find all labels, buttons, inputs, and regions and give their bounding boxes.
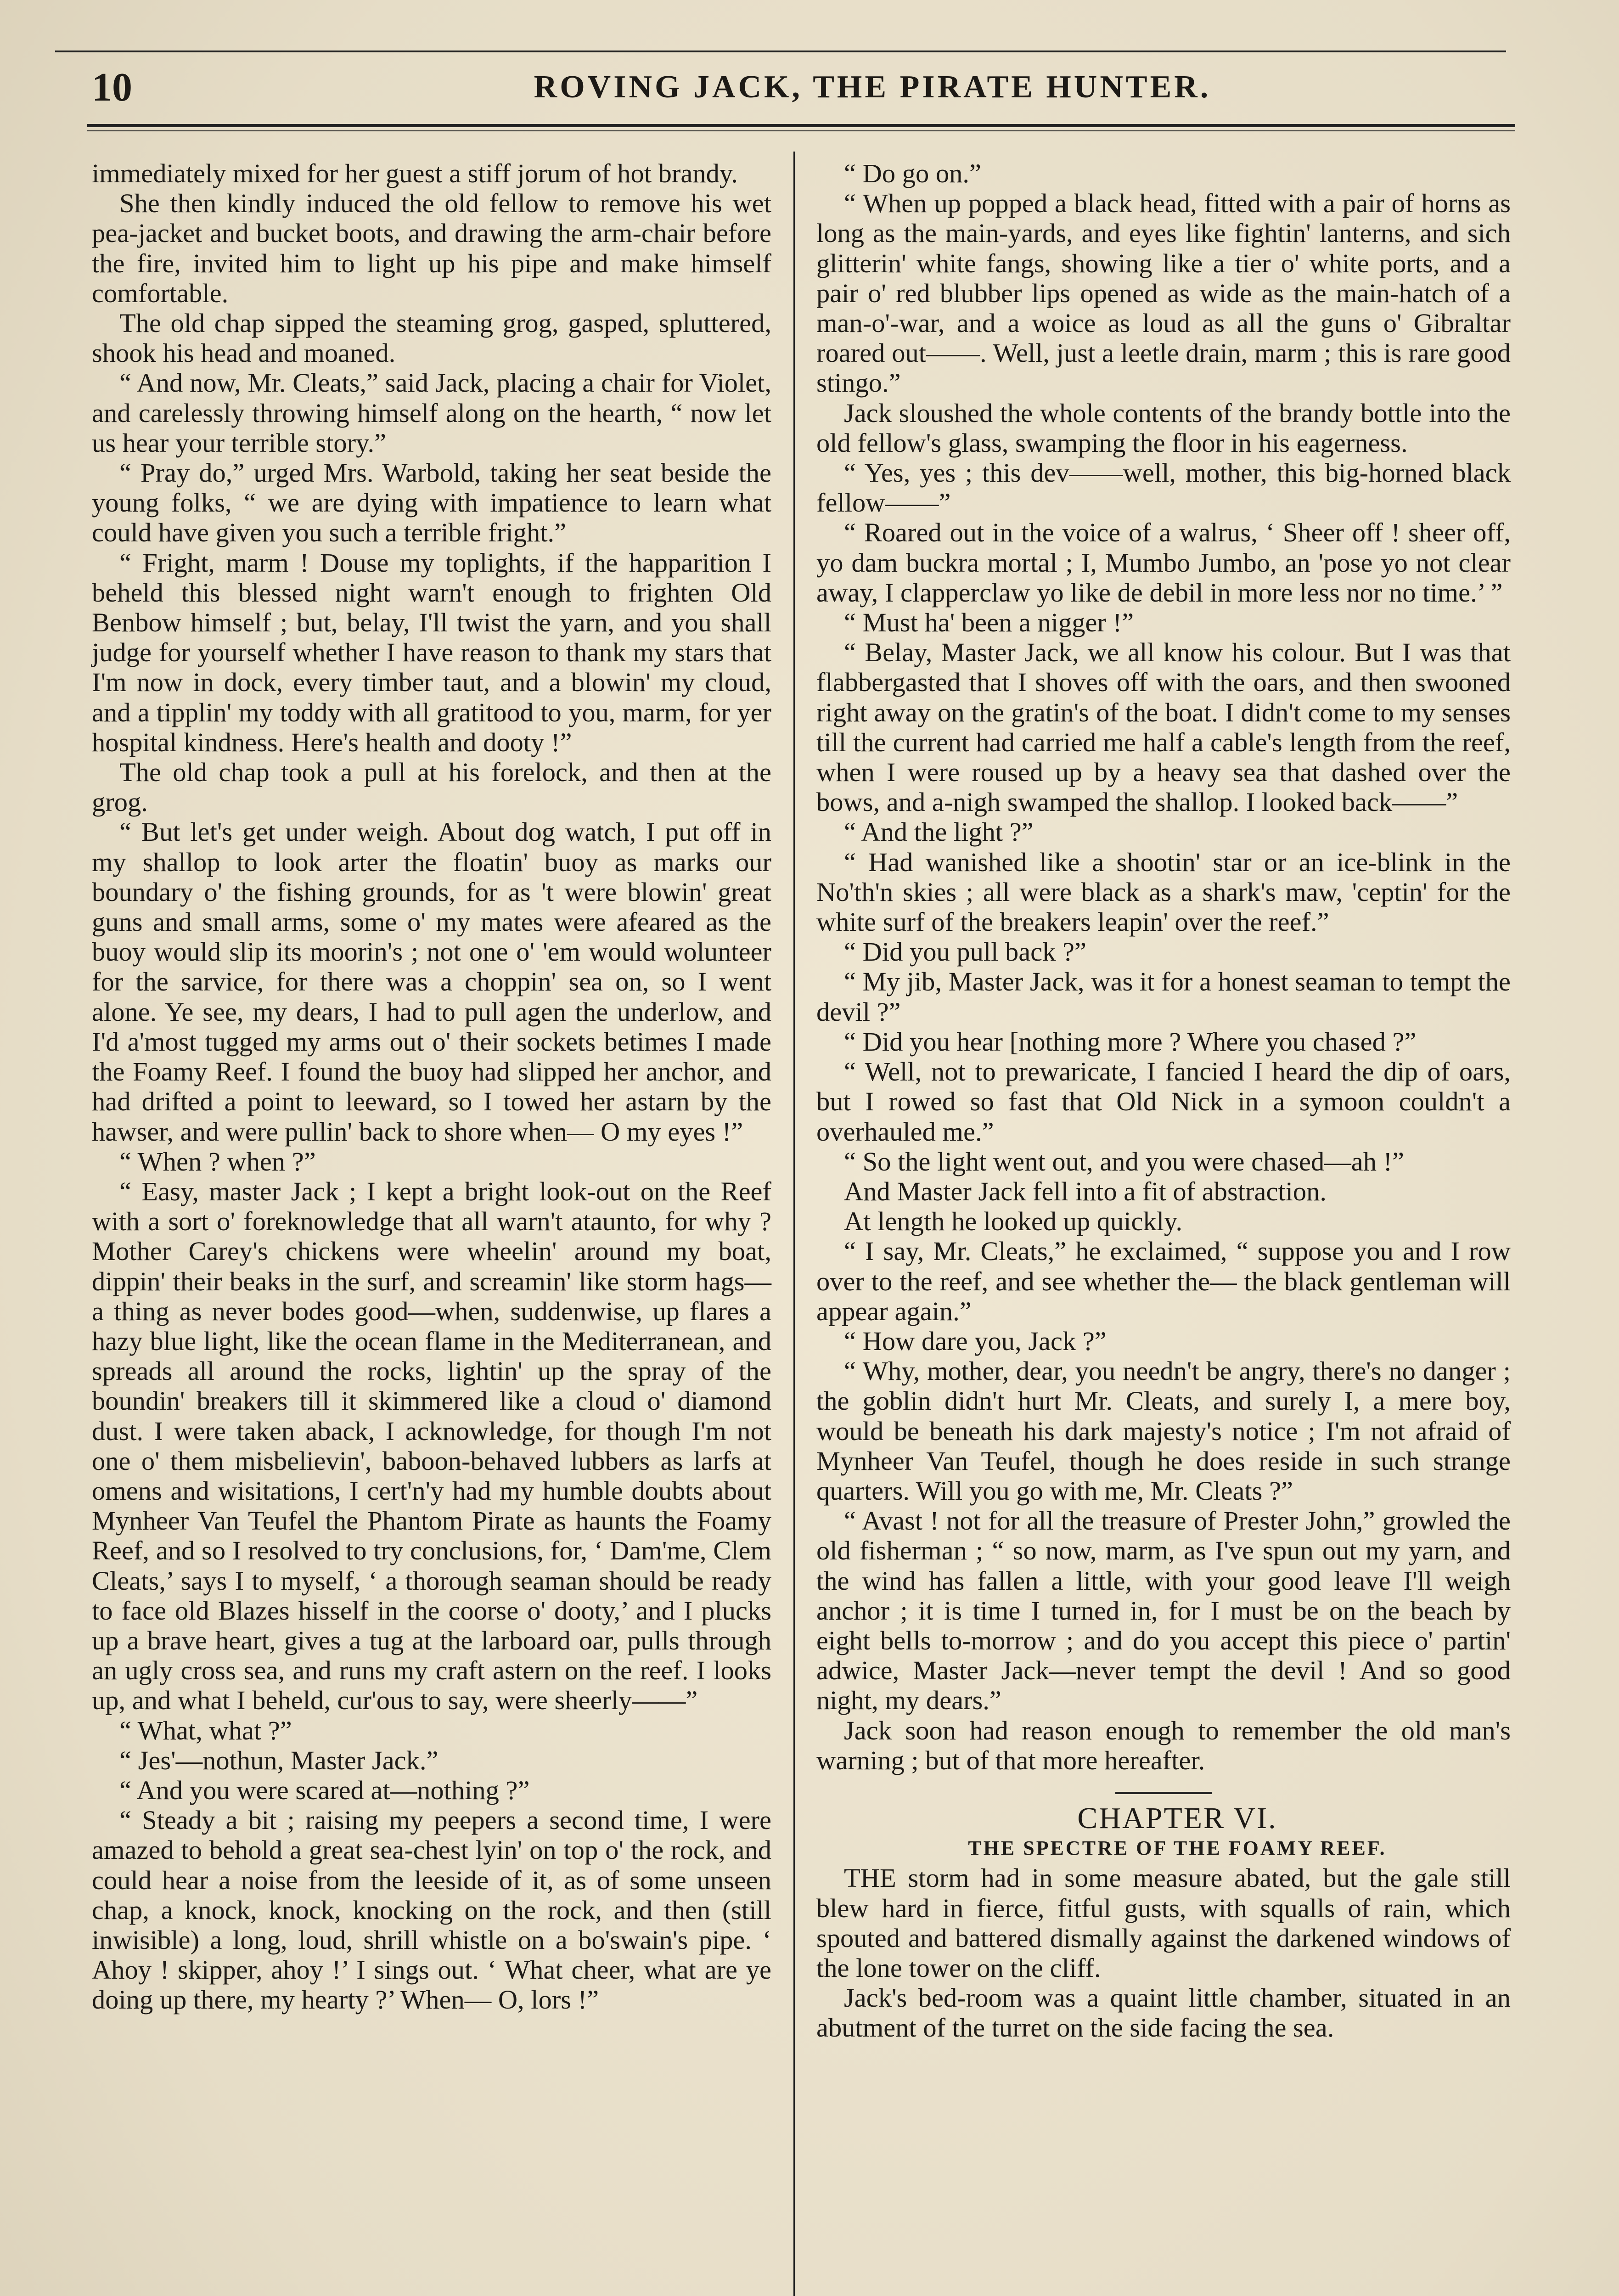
left-column <box>92 158 771 2015</box>
paragraph: “ Jes'—nothun, Master Jack.” <box>119 1745 438 1775</box>
paragraph: “ Had wanished like a shootin' star or an ice-blink in the No'th'n skies ; all were black as a shark's maw, 'ceptin' for the white surf of the breakers leapin' over the reef.” <box>816 847 1511 937</box>
paragraph: At length he looked up quickly. <box>844 1206 1183 1237</box>
paragraph: “ Why, mother, dear, you needn't be angry, there's no danger ; the goblin didn't hurt Mr. Cleats, and surely I, a mere boy, would be beneath his dark majesty's notice ; I'm not afraid of Mynheer Van Teufel, though he does reside in such strange quarters. Will you go with me, Mr. Cleats ?” <box>816 1356 1511 1506</box>
paragraph: “ What, what ?” <box>119 1715 292 1745</box>
paragraph: “ But let's get under weigh. About dog watch, I put off in my shallop to look arter the floatin' buoy as marks our boundary o' the fishing grounds, for as 't were blowin' great guns and small arms, some o' my mates were afeared as the buoy would slip its moorin's ; not one o' 'em would wolunteer for the sarvice, for there was a choppin' sea on, so I went alone. Ye see, my dears, I had to pull agen the underlow, and I'd a'most tugged my arms out o' their sockets betimes I made the Foamy Reef. I found the buoy had slipped her anchor, and had drifted a point to leeward, so I towed her astarn by the hawser, and were pullin' back to shore when— O my eyes !” <box>92 817 771 1147</box>
paragraph: “ Steady a bit ; raising my peepers a second time, I were amazed to behold a great sea-chest lyin' on top o' the rock, and could hear a noise from the leeside of it, as of some unseen chap, a knock, knock, knocking on the rock, and then (still inwisible) a long, loud, shrill whistle on a bo'swain's pipe. ‘ Ahoy ! skipper, ahoy !’ I sings out. ‘ What cheer, what are ye doing up there, my hearty ?’ When— O, lors !” <box>92 1805 771 2015</box>
paragraph: The old chap sipped the steaming grog, gasped, spluttered, shook his head and moaned. <box>92 308 771 368</box>
page-number: 10 <box>92 65 132 110</box>
right-column-body <box>816 158 1511 1775</box>
chapter-subtitle: THE SPECTRE OF THE FOAMY REEF. <box>968 1837 1387 1860</box>
running-title: ROVING JACK, THE PIRATE HUNTER. <box>534 69 1211 105</box>
paragraph: “ Well, not to prewaricate, I fancied I heard the dip of oars, but I rowed so fast that Old Nick in a symoon couldn't a overhauled me.” <box>816 1057 1511 1147</box>
paragraph: “ And you were scared at—nothing ?” <box>119 1775 530 1805</box>
paragraph: immediately mixed for her guest a stiff jorum of hot brandy. <box>92 158 738 188</box>
paragraph: Jack sloushed the whole contents of the brandy bottle into the old fellow's glass, swamping the floor in his eagerness. <box>816 398 1511 458</box>
paragraph: “ And now, Mr. Cleats,” said Jack, placing a chair for Violet, and carelessly throwing himself along on the hearth, “ now let us hear your terrible story.” <box>92 368 771 458</box>
paragraph: “ I say, Mr. Cleats,” he exclaimed, “ suppose you and I row over to the reef, and see whether the— the black gentleman will appear again.” <box>816 1236 1511 1326</box>
paragraph: Jack soon had reason enough to remember the old man's warning ; but of that more hereafter. <box>816 1715 1511 1775</box>
paragraph: The old chap took a pull at his forelock, and then at the grog. <box>92 757 771 817</box>
chapter-title: CHAPTER VI. <box>1077 1801 1277 1835</box>
top-border-rule <box>55 51 1506 52</box>
paragraph: THE storm had in some measure abated, but the gale still blew hard in fierce, fitful gusts, with squalls of rain, which spouted and battered dismally against the darkened windows of the lone tower on the cliff. <box>816 1863 1511 1983</box>
paragraph: And Master Jack fell into a fit of abstraction. <box>844 1176 1327 1206</box>
paragraph: “ Do go on.” <box>844 158 981 188</box>
paragraph: “ My jib, Master Jack, was it for a honest seaman to tempt the devil ?” <box>816 967 1511 1027</box>
header-rule-thin <box>87 130 1515 131</box>
paragraph: “ How dare you, Jack ?” <box>844 1326 1107 1356</box>
header-rule-thick <box>87 124 1515 127</box>
paragraph: “ Fright, marm ! Douse my toplights, if the happarition I beheld this blessed night warn't enough to frighten Old Benbow himself ; but, belay, I'll twist the yarn, and you shall judge for yourself whether I have reason to thank my stars that I'm now in dock, every timber taut, and a blowin' my cloud, and a tipplin' my toddy with all gratitood to you, marm, for yer hospital kindness. Here's health and dooty !” <box>92 547 771 757</box>
column-divider <box>793 152 795 2296</box>
paragraph: “ Avast ! not for all the treasure of Prester John,” growled the old fisherman ; “ so now, marm, as I've spun out my yarn, and the wind has fallen a little, with your good leave I'll weigh anchor ; it is time I turned in, for I must be on the beach by eight bells to-morrow ; and do you accept this piece o' partin' adwice, Master Jack—never tempt the devil ! And so good night, my dears.” <box>816 1506 1511 1716</box>
paragraph: “ Yes, yes ; this dev——well, mother, this big-horned black fellow——” <box>816 458 1511 518</box>
paragraph: “ Easy, master Jack ; I kept a bright look-out on the Reef with a sort o' foreknowledge that all warn't ataunto, for why ? Mother Carey's chickens were wheelin' around my boat, dippin' their beaks in the surf, and screamin' like storm hags—a thing as never bodes good—when, suddenwise, up flares a hazy blue light, like the ocean flame in the Mediterranean, and spreads all around the rocks, lightin' up the spray of the boundin' breakers till it skimmered like a cloud o' diamond dust. I were taken aback, I acknowledge, for though I'm not one o' them misbelievin', baboon-behaved lubbers as larfs at omens and wisitations, I cert'n'y had my humble doubts about Mynheer Van Teufel the Phantom Pirate as haunts the Foamy Reef, and so I resolved to try conclusions, for, ‘ Dam'me, Clem Cleats,’ says I to myself, ‘ a thorough seaman should be ready to face old Blazes hisself in the coorse o' dooty,’ and I plucks up a brave heart, gives a tug at the larboard oar, pulls through an ugly cross sea, and runs my craft astern on the reef. I looks up, and what I beheld, cur'ous to say, were sheerly——” <box>92 1176 771 1716</box>
paragraph: “ Roared out in the voice of a walrus, ‘ Sheer off ! sheer off, yo dam buckra mortal ; I, Mumbo Jumbo, an 'pose yo not clear away, I clapperclaw yo like de debil in more less nor no time.’ ” <box>816 518 1511 608</box>
paragraph: She then kindly induced the old fellow to remove his wet pea-jacket and bucket boots, and drawing the arm-chair before the fire, invited him to light up his pipe and make himself comfortable. <box>92 188 771 308</box>
paragraph: “ Did you hear [nothing more ? Where you chased ?” <box>844 1026 1417 1057</box>
paragraph: “ Belay, Master Jack, we all know his colour. But I was that flabbergasted that I shoves off with the oars, and then swooned right away on the gratin's of the boat. I didn't come to my senses till the current had carried me half a cable's length from the reef, when I were roused up by a heavy sea that dashed over the bows, and a-nigh swamped the shallop. I looked back——” <box>816 637 1511 817</box>
paragraph: “ So the light went out, and you were chased—ah !” <box>844 1146 1405 1176</box>
right-column <box>816 158 1511 2043</box>
paragraph: “ Pray do,” urged Mrs. Warbold, taking her seat beside the young folks, “ we are dying with impatience to learn what could have given you such a terrible fright.” <box>92 458 771 548</box>
paragraph: “ Did you pull back ?” <box>844 937 1086 967</box>
paragraph: “ Must ha' been a nigger !” <box>844 608 1134 638</box>
paragraph: “ When up popped a black head, fitted with a pair of horns as long as the main-yards, and eyes like fightin' lanterns, and sich glitterin' white fangs, showing like a tier o' white ports, and a pair o' red blubber lips opened as wide as the main-hatch of a man-o'-war, and a woice as loud as all the guns o' Gibraltar roared out——. Well, just a leetle drain, marm ; this is rare good stingo.” <box>816 188 1511 398</box>
chapter-divider-rule <box>1115 1792 1212 1794</box>
paragraph: “ And the light ?” <box>844 817 1034 847</box>
paragraph: Jack's bed-room was a quaint little chamber, situated in an abutment of the turret on the side facing the sea. <box>816 1983 1511 2043</box>
paragraph: “ When ? when ?” <box>119 1146 316 1176</box>
chapter-body <box>816 1863 1511 2043</box>
